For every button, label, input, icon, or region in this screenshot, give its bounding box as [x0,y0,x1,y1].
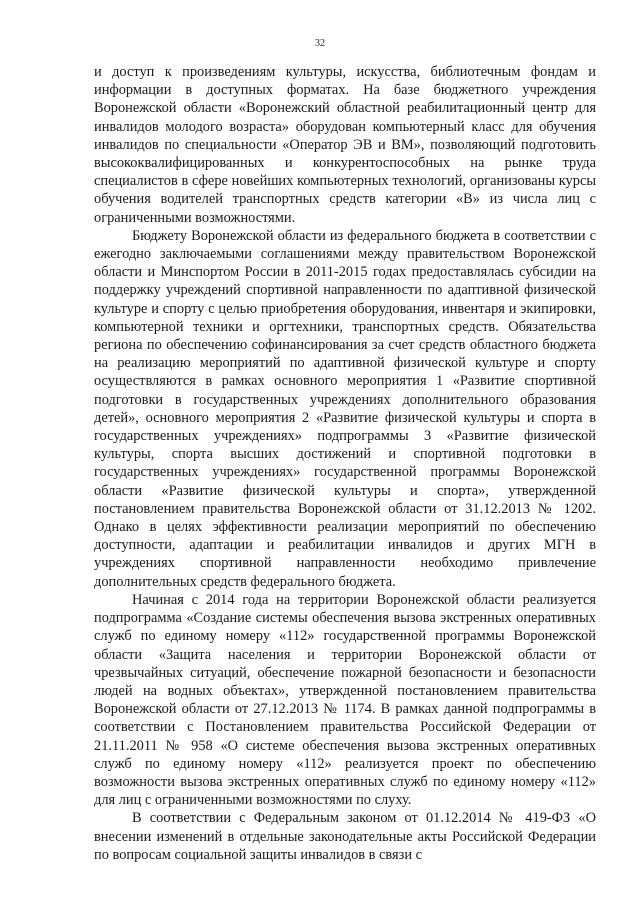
paragraph-1: и доступ к произведениям культуры, искусства, библиотечным фондам и информации в доступных форматах. На базе бюджетного учреждения Воронежской области «Воронежский областной реабилитационный центр для инвалидов молодого возраста» оборудован компьютерный класс для обучения инвалидов по специальности «Оператор ЭВ и ВМ», позволяющий подготовить высококвалифицированных и конкурентоспособных на рынке труда специалистов в сфере новейших компьютерных технологий, организованы курсы обучения водителей транспортных средств категории «В» из числа лиц с ограниченными возможностями. [94,64,596,226]
paragraph-4: В соответствии с Федеральным законом от 01.12.2014 № 419-ФЗ «О внесении изменений в отдельные законодательные акты Российской Федерации по вопросам социальной защиты инвалидов в связи с [94,810,596,863]
body-text [94,63,596,864]
paragraph-3: Начиная с 2014 года на территории Воронежской области реализуется подпрограмма «Создание системы обеспечения вызова экстренных оперативных служб по единому номеру «112» государственной программы Воронежской области «Защита населения и территории Воронежской области от чрезвычайных ситуаций, обеспечение пожарной безопасности и безопасности людей на водных объектах», утвержденной постановлением правительства Воронежской области от 27.12.2013 № 1174. В рамках данной подпрограммы в соответствии с Постановлением правительства Российской Федерации от 21.11.2011 № 958 «О системе обеспечения вызова экстренных оперативных служб по единому номеру «112» реализуется проект по обеспечению возможности вызова экстренных оперативных служб по единому номеру «112» для лиц с ограниченными возможностями по слуху. [94,591,596,809]
paragraph-2: Бюджету Воронежской области из федерального бюджета в соответствии с ежегодно заключаемыми соглашениями между правительством Воронежской области и Минспортом России в 2011-2015 годах предоставлялась субсидии на поддержку учреждений спортивной направленности по адаптивной физической культуре и спорту с целью приобретения оборудования, инвентаря и экипировки, компьютерной техники и оргтехники, транспортных средств. Обязательства региона по обеспечению софинансирования за счет средств областного бюджета на реализацию мероприятий по адаптивной физической культуре и спорту осуществляются в рамках основного мероприятия 1 «Развитие спортивной подготовки в государственных учреждениях дополнительного образования детей», основного мероприятия 2 «Развитие физической культуры и спорта в государственных учреждениях» подпрограммы 3 «Развитие физической культуры, спорта высших достижений и спортивной подготовки в государственных учреждениях» государственной программы Воронежской области «Развитие физической культуры и спорта», утвержденной постановлением правительства Воронежской области от 31.12.2013 № 1202. Однако в целях эффективности реализации мероприятий по обеспечению доступности, адаптации и реабилитации инвалидов и других МГН в учреждениях спортивной направленности необходимо привлечение дополнительных средств федерального бюджета. [94,227,596,590]
page-number: 32 [315,38,325,49]
